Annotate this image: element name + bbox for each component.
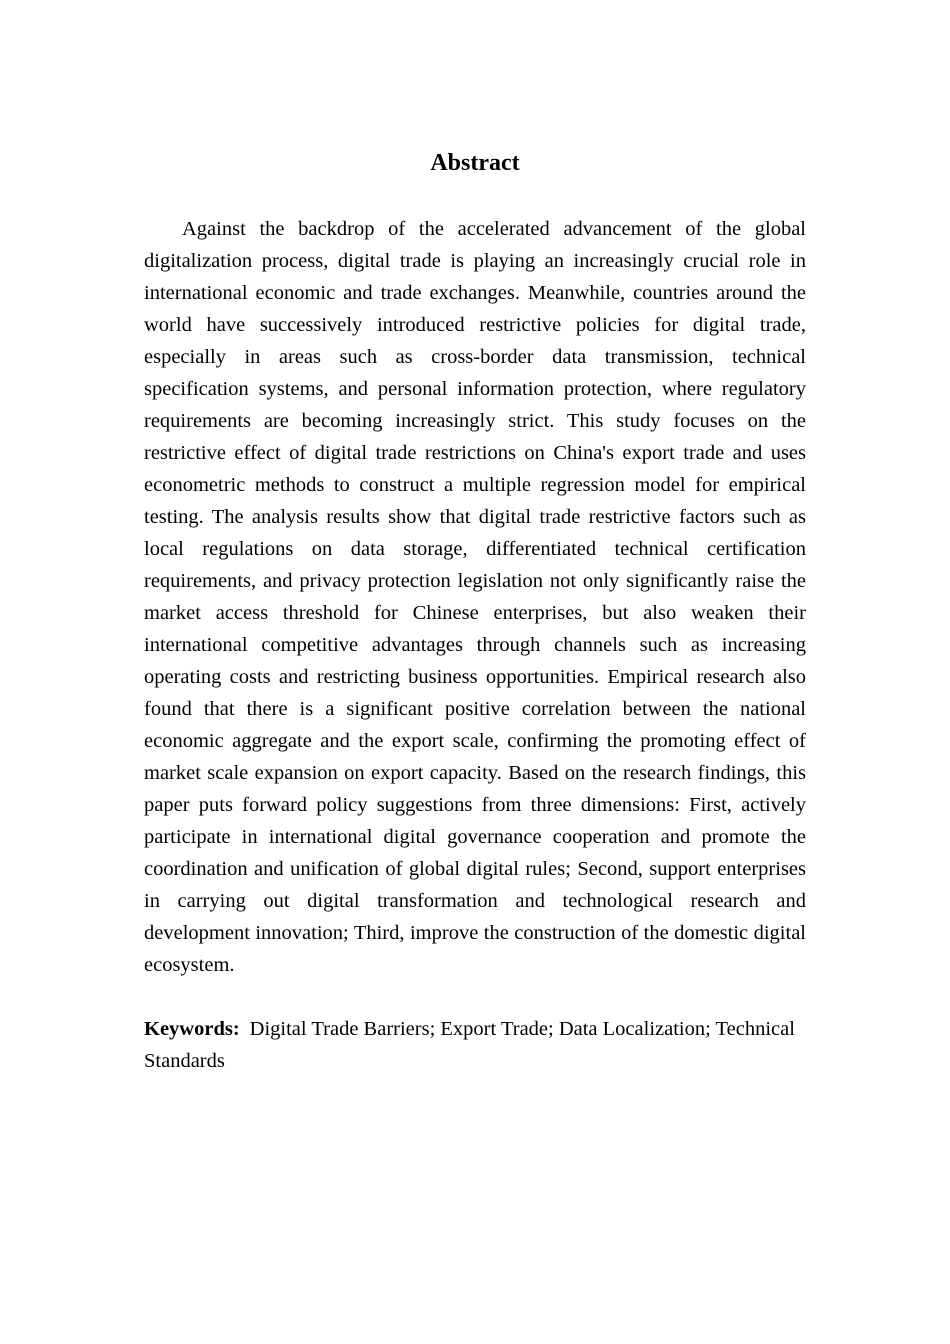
keywords-text: Digital Trade Barriers; Export Trade; Data Localization; Technical Standards bbox=[144, 1018, 795, 1072]
abstract-section bbox=[144, 145, 806, 1077]
abstract-body: Against the backdrop of the accelerated advancement of the global digitalization process, digital trade is playing an increasingly crucial role in international economic and trade exchanges. Meanwhile, countries around the world have successively introduced restrictive policies for digital trade, especially in areas such as cross-border data transmission, technical specification systems, and personal information protection, where regulatory requirements are becoming increasingly strict. This study focuses on the restrictive effect of digital trade restrictions on China's export trade and uses econometric methods to construct a multiple regression model for empirical testing. The analysis results show that digital trade restrictive factors such as local regulations on data storage, differentiated technical certification requirements, and privacy protection legislation not only significantly raise the market access threshold for Chinese enterprises, but also weaken their international competitive advantages through channels such as increasing operating costs and restricting business opportunities. Empirical research also found that there is a significant positive correlation between the national economic aggregate and the export scale, confirming the promoting effect of market scale expansion on export capacity. Based on the research findings, this paper puts forward policy suggestions from three dimensions: First, actively participate in international digital governance cooperation and promote the coordination and unification of global digital rules; Second, support enterprises in carrying out digital transformation and technological research and development innovation; Third, improve the construction of the domestic digital ecosystem. bbox=[144, 218, 806, 976]
abstract-title: Abstract bbox=[430, 150, 520, 176]
keywords-label: Keywords: bbox=[144, 1018, 240, 1040]
keywords-line bbox=[144, 1013, 806, 1077]
